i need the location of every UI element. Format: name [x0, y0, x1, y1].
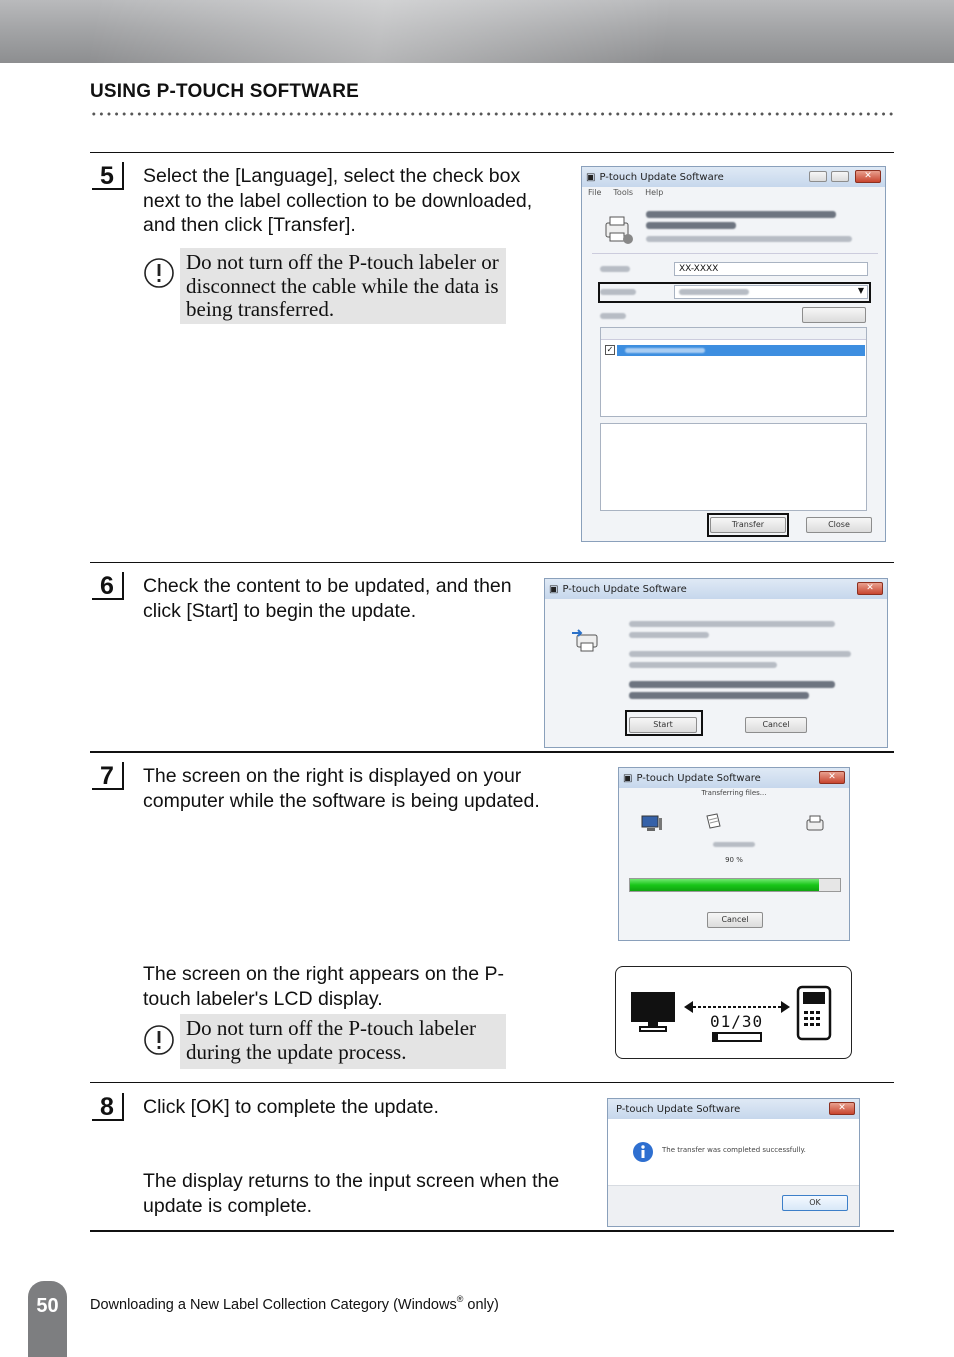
- step-number-5: 5: [92, 162, 124, 190]
- refresh-list-button[interactable]: [802, 307, 866, 323]
- caution-icon: [142, 1023, 176, 1057]
- blurred-instruction: [646, 236, 852, 242]
- item-checkbox[interactable]: ✓: [606, 345, 614, 354]
- printer-icon: [602, 215, 634, 245]
- footer-text: Downloading a New Label Collection Category (Windows® only): [90, 1294, 499, 1313]
- close-icon[interactable]: ✕: [857, 582, 883, 595]
- success-message: The transfer was completed successfully.: [662, 1146, 806, 1154]
- caution-icon: [142, 256, 176, 290]
- list-item-selected[interactable]: [617, 345, 865, 356]
- chevron-down-icon: ▼: [857, 286, 864, 295]
- close-icon[interactable]: ✕: [829, 1102, 855, 1115]
- screen-step7: [618, 767, 850, 941]
- file-icon: [703, 812, 723, 834]
- step7-caution-note: Do not turn off the P-touch labeler during the update process.: [180, 1014, 506, 1069]
- printer-select[interactable]: XX-XXXX: [674, 262, 868, 276]
- menu-bar: [588, 188, 663, 197]
- page-number: 50: [28, 1281, 67, 1357]
- maximize-icon[interactable]: [831, 171, 849, 182]
- minimize-icon[interactable]: [809, 171, 827, 182]
- rule-top: [90, 152, 894, 153]
- app-icon: ▣: [586, 171, 596, 183]
- step-number-7: 7: [92, 762, 124, 790]
- step-number-8: 8: [92, 1093, 124, 1121]
- lcd-labeler-icon: [796, 985, 832, 1041]
- top-band: [0, 0, 954, 63]
- blurred-heading-2: [646, 222, 736, 229]
- lcd-counter: 01/30: [710, 1012, 764, 1031]
- list-header: [601, 328, 866, 340]
- menu-file[interactable]: File: [588, 188, 602, 197]
- lcd-computer-icon: [630, 991, 678, 1035]
- highlight-language: [598, 282, 871, 303]
- rule-bottom: [90, 1230, 894, 1232]
- rule-step8: [90, 1082, 894, 1083]
- transfer-status: Transferring files...: [701, 789, 767, 797]
- window-title: P-touch Update Software: [599, 171, 724, 183]
- progress-fill: [630, 879, 819, 891]
- screen-step6: [544, 578, 888, 748]
- screen-step5: [581, 166, 886, 542]
- transfer-printer-icon: [571, 627, 601, 655]
- screen-step8: [607, 1098, 860, 1227]
- section-title: USING P-TOUCH SOFTWARE: [90, 81, 359, 102]
- step6-text: Check the content to be updated, and then click [Start] to begin the update.: [143, 575, 512, 622]
- ok-button[interactable]: OK: [782, 1195, 848, 1211]
- close-icon[interactable]: ✕: [855, 170, 881, 183]
- rule-step7: [90, 751, 894, 753]
- separator: [592, 253, 878, 254]
- start-button[interactable]: Start: [629, 717, 697, 733]
- close-icon[interactable]: ✕: [819, 771, 845, 784]
- menu-help[interactable]: Help: [645, 188, 664, 197]
- progress-bar: [629, 878, 841, 892]
- close-button[interactable]: Close: [806, 517, 872, 533]
- highlight-start: [625, 710, 703, 736]
- blurred-heading: [646, 211, 836, 218]
- step5-text: Select the [Language], select the check box next to the label collection to be downloaded, and then click [Transfer].: [143, 165, 533, 236]
- highlight-transfer: [707, 513, 789, 537]
- window-title: P-touch Update Software: [616, 1103, 741, 1115]
- rule-step6: [90, 562, 894, 563]
- file-list-label: [600, 313, 626, 319]
- dotted-divider: [90, 110, 895, 118]
- labeler-icon: [805, 814, 825, 834]
- transfer-button[interactable]: Transfer: [710, 517, 786, 533]
- step5-caution-note: Do not turn off the P-touch labeler or disconnect the cable while the data is being transferred.: [180, 248, 506, 324]
- computer-icon: [641, 814, 663, 834]
- menu-tools[interactable]: Tools: [613, 188, 634, 197]
- file-list[interactable]: [600, 327, 867, 417]
- app-icon: ▣: [549, 583, 559, 595]
- printer-label: [600, 266, 630, 272]
- progress-percent: 90 %: [725, 856, 743, 864]
- window-title: P-touch Update Software: [636, 772, 761, 784]
- step8-text: Click [OK] to complete the update.: [143, 1096, 439, 1118]
- window-title: P-touch Update Software: [562, 583, 687, 595]
- app-icon: ▣: [623, 772, 633, 784]
- step7-text: The screen on the right is displayed on your computer while the software is being updated.: [143, 765, 540, 812]
- step-number-6: 6: [92, 572, 124, 600]
- step7-lcd-text: The screen on the right appears on the P-touch labeler's LCD display.: [143, 963, 504, 1010]
- cancel-button[interactable]: Cancel: [745, 717, 807, 733]
- cancel-button[interactable]: Cancel: [707, 912, 763, 928]
- lcd-display: [615, 966, 852, 1059]
- details-panel: [600, 423, 867, 511]
- step8-text-2: The display returns to the input screen when the update is complete.: [143, 1170, 560, 1217]
- info-icon: [632, 1141, 654, 1163]
- lcd-progress-box: [712, 1032, 762, 1042]
